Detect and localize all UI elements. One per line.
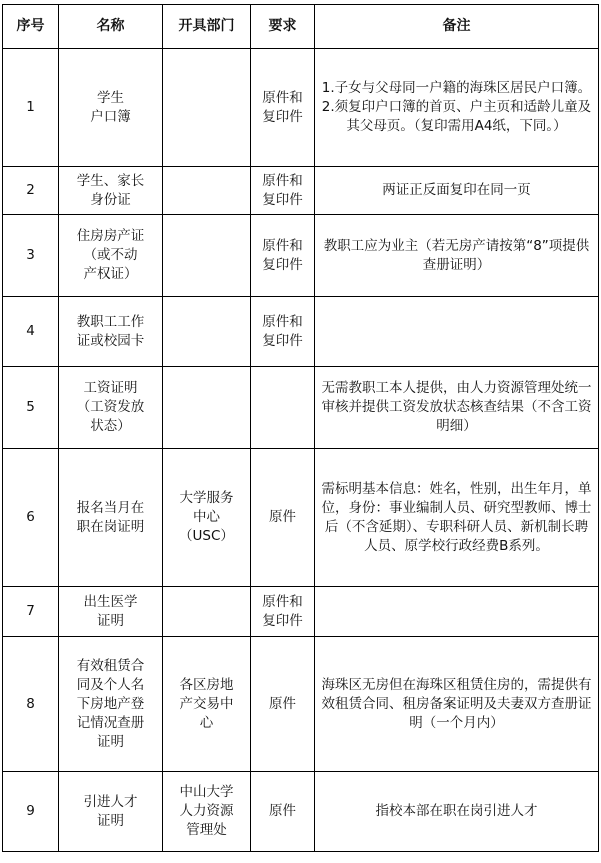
cell-no: 8: [3, 637, 59, 772]
cell-req: 原件: [251, 637, 315, 772]
cell-note: 海珠区无房但在海珠区租赁住房的，需提供有效租赁合同、租房备案证明及夫妻双方查册证明（一个月内）: [315, 637, 599, 772]
table-row: [3, 297, 599, 367]
table-row: [3, 167, 599, 215]
header-dept: 开具部门: [163, 5, 251, 49]
cell-name: 出生医学 证明: [59, 587, 163, 637]
table-row: [3, 367, 599, 449]
cell-dept: 中山大学 人力资源 管理处: [163, 772, 251, 852]
cell-name: 引进人才 证明: [59, 772, 163, 852]
cell-req: 原件和 复印件: [251, 587, 315, 637]
cell-note: [315, 297, 599, 367]
cell-dept: [163, 49, 251, 167]
cell-dept: [163, 167, 251, 215]
cell-req: 原件和 复印件: [251, 167, 315, 215]
cell-name: 住房房产证 （或不动 产权证）: [59, 215, 163, 297]
cell-no: 3: [3, 215, 59, 297]
cell-req: 原件: [251, 449, 315, 587]
header-req: 要求: [251, 5, 315, 49]
header-row: [3, 5, 599, 49]
cell-req: [251, 367, 315, 449]
cell-dept: 大学服务 中心 （USC）: [163, 449, 251, 587]
cell-note: 需标明基本信息：姓名，性别，出生年月，单位，身份：事业编制人员、研究型教师、博士后（不含延期）、专职科研人员、新机制长聘人员、原学校行政经费B系列。: [315, 449, 599, 587]
cell-no: 7: [3, 587, 59, 637]
cell-req: 原件: [251, 772, 315, 852]
cell-req: 原件和 复印件: [251, 49, 315, 167]
cell-no: 6: [3, 449, 59, 587]
cell-dept: [163, 367, 251, 449]
cell-req: 原件和 复印件: [251, 297, 315, 367]
cell-name: 学生 户口簿: [59, 49, 163, 167]
cell-req: 原件和 复印件: [251, 215, 315, 297]
cell-name: 教职工工作 证或校园卡: [59, 297, 163, 367]
table-row: [3, 449, 599, 587]
cell-note: 1.子女与父母同一户籍的海珠区居民户口簿。2.须复印户口簿的首页、户主页和适龄儿童及其父母页。（复印需用A4纸，下同。）: [315, 49, 599, 167]
cell-dept: [163, 215, 251, 297]
cell-dept: 各区房地 产交易中 心: [163, 637, 251, 772]
cell-name: 学生、家长 身份证: [59, 167, 163, 215]
header-name: 名称: [59, 5, 163, 49]
cell-no: 4: [3, 297, 59, 367]
cell-note: 指校本部在职在岗引进人才: [315, 772, 599, 852]
cell-no: 1: [3, 49, 59, 167]
table-row: [3, 49, 599, 167]
table-row: [3, 637, 599, 772]
cell-no: 9: [3, 772, 59, 852]
cell-name: 工资证明 （工资发放 状态）: [59, 367, 163, 449]
requirements-table: [2, 4, 599, 852]
cell-note: 教职工应为业主（若无房产请按第“8”项提供查册证明）: [315, 215, 599, 297]
cell-name: 报名当月在 职在岗证明: [59, 449, 163, 587]
cell-dept: [163, 587, 251, 637]
cell-no: 2: [3, 167, 59, 215]
cell-note: [315, 587, 599, 637]
table-row: [3, 587, 599, 637]
cell-no: 5: [3, 367, 59, 449]
table-row: [3, 215, 599, 297]
cell-note: 无需教职工本人提供，由人力资源管理处统一审核并提供工资发放状态核查结果（不含工资明细）: [315, 367, 599, 449]
cell-name: 有效租赁合 同及个人名 下房地产登 记情况查册 证明: [59, 637, 163, 772]
header-note: 备注: [315, 5, 599, 49]
table-row: [3, 772, 599, 852]
cell-note: 两证正反面复印在同一页: [315, 167, 599, 215]
cell-dept: [163, 297, 251, 367]
header-no: 序号: [3, 5, 59, 49]
